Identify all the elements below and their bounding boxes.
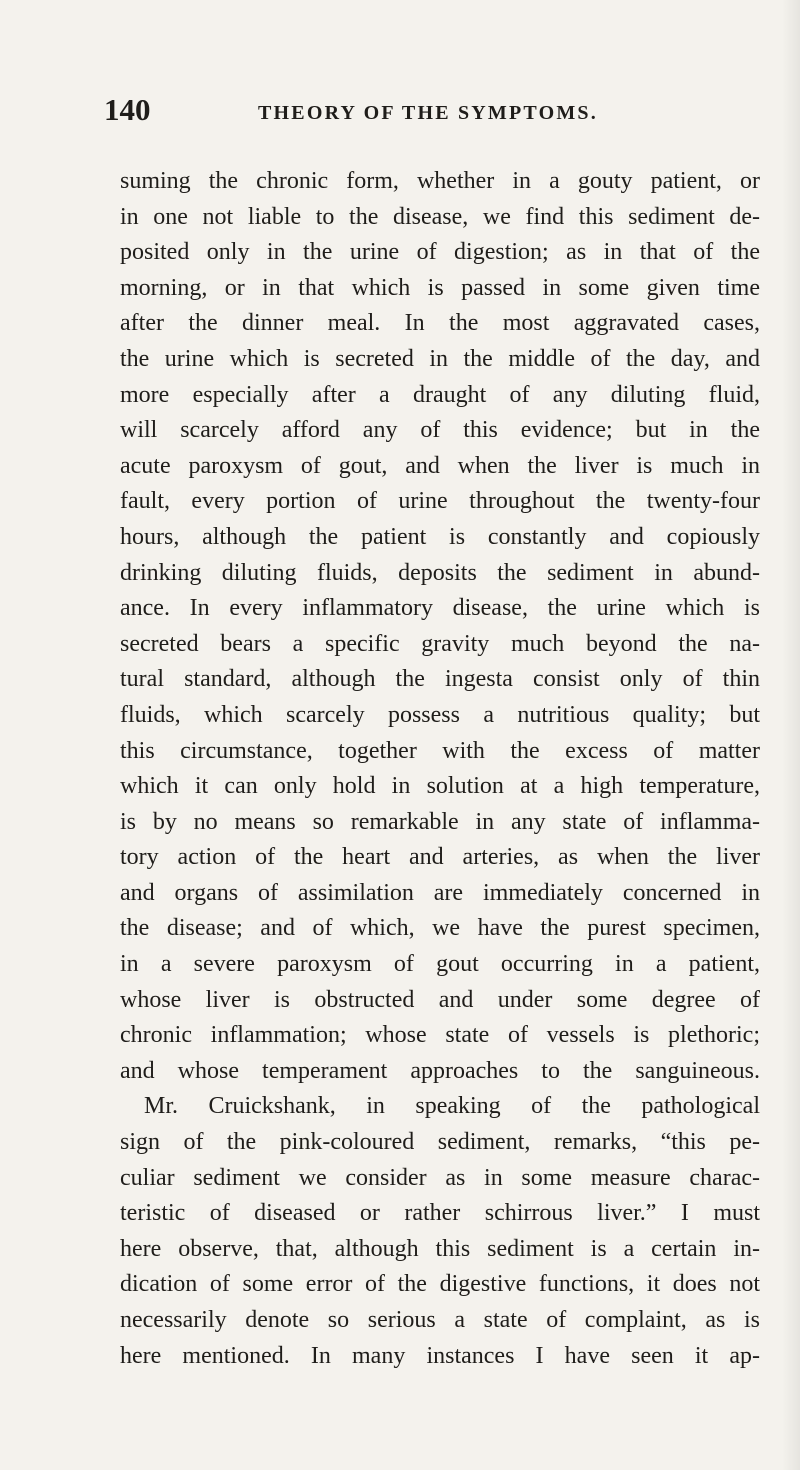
- text-line: and whose temperament approaches to the sanguineous.: [120, 1057, 760, 1084]
- text-line: posited only in the urine of digestion; as in that of the: [120, 239, 760, 266]
- text-line: this circumstance, together with the excess of matter: [120, 737, 760, 764]
- text-line: acute paroxysm of gout, and when the liver is much in: [120, 452, 760, 479]
- text-line: dication of some error of the digestive functions, it does not: [120, 1271, 760, 1298]
- running-head: [104, 92, 754, 136]
- text-line: secreted bears a specific gravity much beyond the na-: [120, 630, 760, 657]
- page-edge-shadow: [782, 0, 800, 1470]
- text-line: is by no means so remarkable in any state of inflamma-: [120, 808, 760, 835]
- text-line: and organs of assimilation are immediately concerned in: [120, 879, 760, 906]
- text-line: fault, every portion of urine throughout the twenty-four: [120, 488, 760, 515]
- text-line: sign of the pink-coloured sediment, remarks, “this pe-: [120, 1129, 760, 1156]
- text-line: chronic inflammation; whose state of vessels is plethoric;: [120, 1022, 760, 1049]
- page-number: 140: [104, 92, 151, 127]
- text-line: ance. In every inflammatory disease, the urine which is: [120, 595, 760, 622]
- text-line: the disease; and of which, we have the purest specimen,: [120, 915, 760, 942]
- text-line: more especially after a draught of any diluting fluid,: [120, 381, 760, 408]
- text-line: will scarcely afford any of this evidence; but in the: [120, 417, 760, 444]
- text-line: Mr. Cruickshank, in speaking of the pathological: [144, 1093, 760, 1120]
- text-line: culiar sediment we consider as in some measure charac-: [120, 1164, 760, 1191]
- text-line: tory action of the heart and arteries, as when the liver: [120, 844, 760, 871]
- text-line: necessarily denote so serious a state of complaint, as is: [120, 1307, 760, 1333]
- text-line: here observe, that, although this sediment is a certain in-: [120, 1235, 760, 1262]
- text-line: whose liver is obstructed and under some degree of: [120, 986, 760, 1013]
- text-line: fluids, which scarcely possess a nutritious quality; but: [120, 701, 760, 728]
- text-line: suming the chronic form, whether in a gouty patient, or: [120, 168, 760, 194]
- text-line: hours, although the patient is constantly and copiously: [120, 523, 760, 550]
- text-line: in a severe paroxysm of gout occurring in a patient,: [120, 951, 760, 978]
- text-line: tural standard, although the ingesta consist only of thin: [120, 666, 760, 693]
- text-line: teristic of diseased or rather schirrous liver.” I must: [120, 1200, 760, 1227]
- text-line: morning, or in that which is passed in some given time: [120, 274, 760, 301]
- text-line: in one not liable to the disease, we find this sediment de-: [120, 203, 760, 230]
- text-line: here mentioned. In many instances I have seen it ap-: [120, 1342, 760, 1369]
- text-line: which it can only hold in solution at a high temperature,: [120, 773, 760, 800]
- running-title: THEORY OF THE SYMPTOMS.: [258, 102, 598, 124]
- text-line: drinking diluting fluids, deposits the sediment in abund-: [120, 559, 760, 586]
- body-text: [120, 164, 760, 1374]
- text-line: the urine which is secreted in the middle of the day, and: [120, 345, 760, 372]
- text-line: after the dinner meal. In the most aggravated cases,: [120, 310, 760, 337]
